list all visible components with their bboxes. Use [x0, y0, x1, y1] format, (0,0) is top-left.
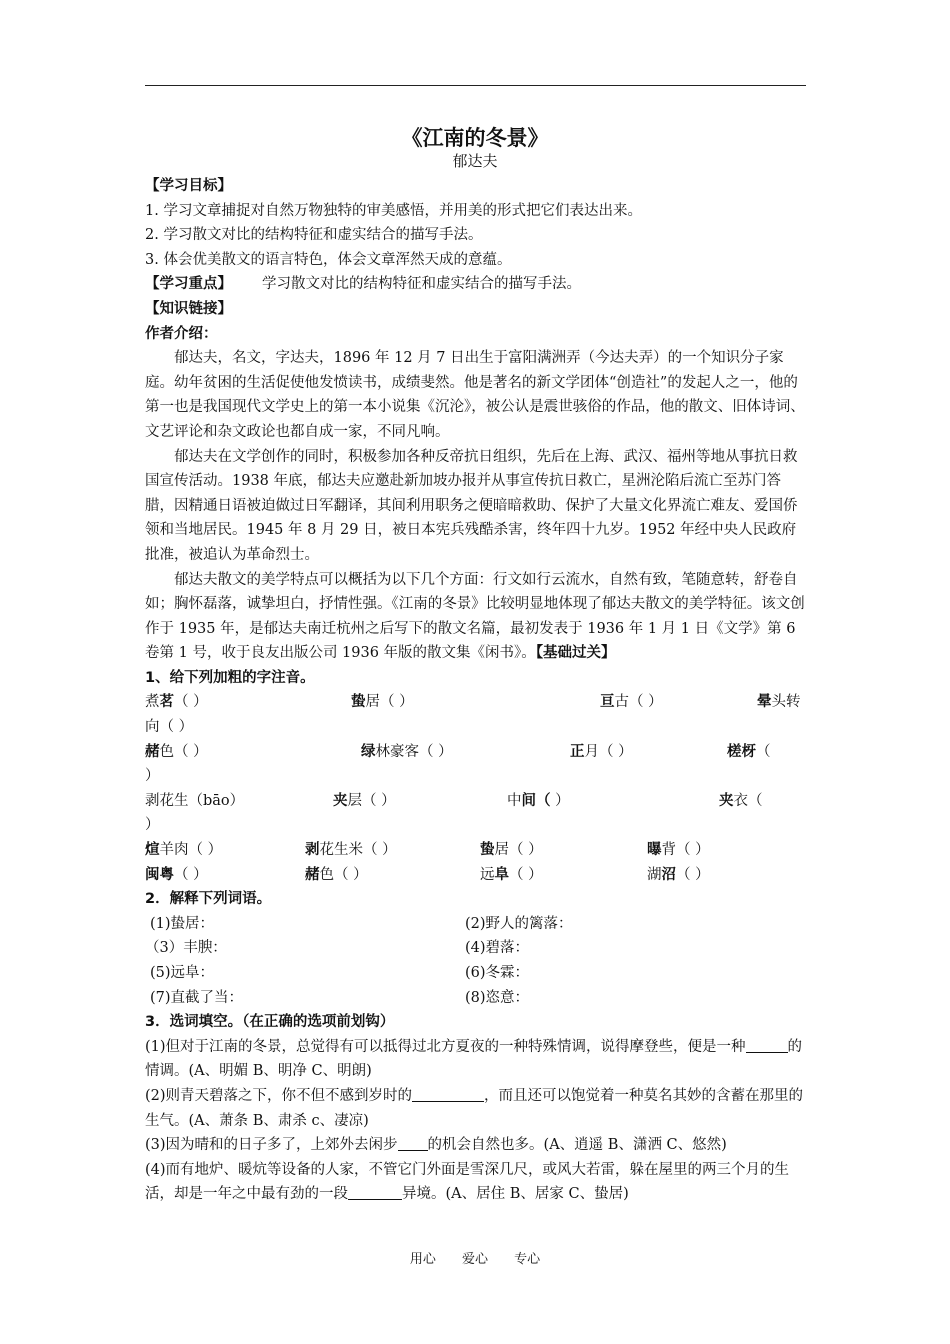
document-body — [145, 174, 807, 1207]
bold-char: 阜 — [494, 866, 509, 883]
focus-line — [145, 272, 807, 297]
term-item: (5)远阜： — [150, 965, 215, 981]
bold-char: 茗 — [159, 694, 174, 711]
char-text: 湖 — [647, 866, 662, 883]
fill-item — [145, 1133, 807, 1158]
bold-char: 间（ — [521, 792, 551, 809]
author-intro-heading: 作者介绍： — [145, 325, 218, 342]
link-heading: 【知识链接】 — [145, 300, 232, 317]
answer-blank: 背（ ） — [661, 842, 710, 859]
answer-blank: ） — [145, 817, 160, 834]
pinyin-row — [145, 863, 807, 888]
answer-blank: ） — [550, 792, 570, 809]
char-text: 远 — [480, 866, 495, 883]
bold-char: 煊 — [145, 842, 160, 859]
bold-char: 蛰 — [480, 842, 495, 859]
fill-text: (2)则青天碧落之下，你不但不感到岁时的 — [145, 1087, 413, 1104]
bold-char: 夹 — [719, 792, 734, 809]
bold-char: 闽粤 — [145, 866, 174, 883]
goals-heading: 【学习目标】 — [145, 178, 232, 194]
pinyin-row-wrap — [145, 813, 807, 838]
pinyin-row — [145, 740, 807, 765]
paragraph: 郁达夫，名文，字达夫，1896 年 12 月 7 日出生于富阳满洲弄（今达夫弄）的一个知识分子家庭。幼年贫困的生活促使他发愤读书，成绩斐然。他是著名的新文学团体“创造社”的发起人之一，他的第一也是我国现代文学史上的第一本小说集《沉沦》，被公认是震世骇俗的作品，他的散文、旧体诗词、文艺评论和杂文政论也都自成一家，不同凡响。 — [145, 350, 805, 440]
pinyin-row — [145, 789, 807, 814]
fill-blank[interactable] — [746, 1036, 788, 1053]
q2-title: 2．解释下列词语。 — [145, 891, 272, 908]
answer-blank: 林豪客（ ） — [375, 743, 453, 760]
pinyin-row — [145, 690, 807, 715]
answer-blank: ） — [145, 768, 160, 785]
answer-blank: 色（ ） — [159, 743, 208, 760]
term-item: (6)冬霖： — [465, 965, 530, 981]
term-row — [145, 961, 807, 986]
page-title: 《江南的冬景》 — [401, 126, 549, 150]
answer-blank: 古（ ） — [614, 694, 663, 711]
term-item: (4)碧落： — [465, 940, 530, 957]
answer-blank: 头转 — [771, 694, 801, 711]
paragraph — [145, 568, 807, 666]
pinyin-row-wrap — [145, 764, 807, 789]
pinyin-example: 剥花生（bāo） — [145, 792, 245, 809]
q1-title: 1、给下列加粗的字注音。 — [145, 669, 315, 686]
goal-item: 3. 体会优美散文的语言特色，体会文章浑然天成的意蕴。 — [145, 251, 512, 268]
fill-text: (3)因为晴和的日子多了，上郊外去闲步 — [145, 1137, 398, 1154]
goal-item: 2. 学习散文对比的结构特征和虚实结合的描写手法。 — [145, 227, 483, 244]
term-item: （3）丰腴： — [145, 940, 227, 957]
focus-text: 学习散文对比的结构特征和虚实结合的描写手法。 — [262, 276, 581, 293]
bold-char: 赭 — [305, 866, 320, 883]
bold-char: 夹 — [333, 792, 348, 809]
answer-blank: （ ） — [174, 694, 208, 711]
answer-blank: 色（ ） — [319, 866, 368, 883]
term-row — [145, 986, 807, 1011]
answer-blank: （ ） — [676, 866, 710, 883]
paragraph-text: 郁达夫散文的美学特点可以概括为以下几个方面：行文如行云流水，自然有致，笔随意转，舒卷自如；胸怀磊落，诚挚坦白，抒情性强。《江南的冬景》比较明显地体现了郁达夫散文的美学特征。该文创作于 1935 年，是郁达夫南迁杭州之后写下的散文名篇，最初发表于 1936 年 1 月 1 日《文学》第 6 卷第 1 号，收于良友出版公司 1936 年版的散文集《闲书》。 — [145, 571, 805, 662]
answer-blank: 居（ ） — [494, 842, 543, 859]
footer-motto: 用心 爱心 专心 — [409, 1252, 541, 1267]
fill-text: (1)但对于江南的冬景，总觉得有可以抵得过北方夏夜的一种特殊情调，说得摩登些，便是一种 — [145, 1038, 746, 1055]
bold-char: 曝 — [647, 842, 662, 859]
answer-blank: 羊肉（ ） — [159, 842, 223, 859]
answer-blank: 衣（ — [733, 792, 763, 809]
pinyin-row-wrap — [145, 715, 807, 740]
bold-char: 绿 — [361, 743, 376, 760]
author-name: 郁达夫 — [452, 152, 498, 170]
term-item: (1)蛰居： — [150, 915, 215, 932]
answer-blank: （ — [756, 743, 771, 760]
answer-blank: （ ） — [509, 866, 543, 883]
header-rule — [145, 85, 806, 86]
goal-item: 1. 学习文章捕捉对自然万物独特的审美感悟，并用美的形式把它们表达出来。 — [145, 202, 642, 219]
answer-blank: 月（ ） — [584, 743, 633, 760]
paragraph: 郁达夫在文学创作的同时，积极参加各种反帝抗日组织，先后在上海、武汉、福州等地从事抗日救国宣传活动。1938 年底，郁达夫应邀赴新加坡办报并从事宣传抗日救亡，星洲沦陷后流亡至苏门答腊，因精通日语被迫做过日军翻译，其间利用职务之便暗暗救助、保护了大量文化界流亡难友、爱国侨领和当地居民。1945 年 8 月 29 日，被日本宪兵残酷杀害，终年四十九岁。1952 年经中央人民政府批准，被追认为革命烈士。 — [145, 448, 798, 563]
q3-title: 3．选词填空。（在正确的选项前划钩） — [145, 1014, 395, 1031]
fill-item — [145, 1084, 807, 1133]
focus-heading: 【学习重点】 — [145, 276, 232, 293]
fill-text: 异境。(A、居住 B、居家 C、蛰居) — [402, 1186, 629, 1203]
fill-text: (4)而有地炉、暖炕等设备的人家，不管它门外面是雪深几尺，或风大若雷，躲在屋里的两三个月的生活，却是一年之中最有劲的一段 — [145, 1161, 790, 1203]
answer-blank: （ ） — [174, 866, 208, 883]
bold-char: 剥 — [305, 842, 320, 859]
fill-blank[interactable] — [412, 1085, 484, 1102]
fill-blank[interactable] — [348, 1183, 402, 1200]
bold-char: 亘 — [600, 694, 615, 711]
fill-text: ，而且还可以饱觉着一种莫名其妙的含蓄在那里的生气。(A、萧条 B、肃杀 c、凄凉) — [145, 1087, 804, 1129]
fill-text: 的情调。(A、明媚 B、明净 C、明朗) — [145, 1038, 803, 1080]
term-item: (7)直截了当： — [150, 989, 244, 1006]
bold-char: 晕 — [757, 694, 772, 711]
bold-char: 赭 — [145, 743, 160, 760]
answer-blank: 向（ ） — [145, 719, 194, 736]
answer-blank: 花生米（ ） — [319, 842, 397, 859]
bold-char: 槎枒 — [727, 743, 756, 760]
fill-text: 的机会自然也多。(A、逍遥 B、潇洒 C、悠然) — [427, 1137, 727, 1154]
bold-char: 正 — [570, 743, 585, 760]
fill-item — [145, 1035, 807, 1084]
char-text: 煮 — [145, 694, 160, 711]
answer-blank: 层（ ） — [347, 792, 396, 809]
fill-blank[interactable] — [398, 1134, 428, 1151]
term-row — [145, 912, 807, 937]
char-text: 中 — [507, 792, 522, 809]
fill-item — [145, 1158, 807, 1207]
pinyin-row — [145, 838, 807, 863]
term-row — [145, 936, 807, 961]
term-item: (8)恣意： — [465, 989, 530, 1006]
answer-blank: 居（ ） — [365, 694, 414, 711]
bold-char: 蛰 — [351, 694, 366, 711]
term-item: (2)野人的篱落： — [465, 915, 573, 932]
basics-heading: 【基础过关】 — [535, 645, 616, 662]
bold-char: 沼 — [661, 866, 676, 883]
